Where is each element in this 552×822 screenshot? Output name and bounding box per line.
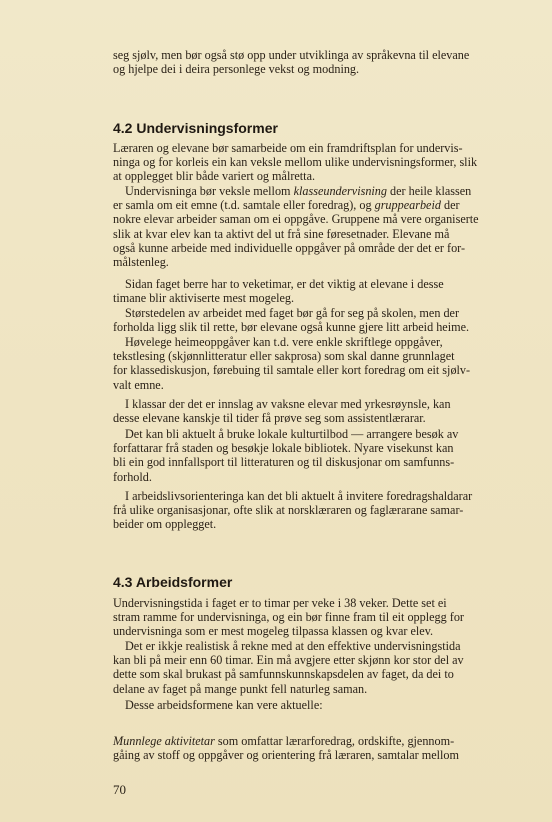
paragraph xyxy=(113,335,517,392)
text-line: Desse arbeidsformene kan vere aktuelle: xyxy=(125,698,323,712)
text-line: tekstlesing (skjønnlitteratur eller sakprosa) som skal danne grunnlaget xyxy=(113,349,455,364)
text-line: Munnlege aktivitetar som omfattar lærarforedrag, ordskifte, gjennom- xyxy=(113,734,455,748)
text-line: Det kan bli aktuelt å bruke lokale kulturtilbod — arrangere besøk av xyxy=(125,427,459,441)
text-line: delane av faget på mange punkt fell naturleg saman. xyxy=(113,681,368,696)
text-line: og hjelpe dei i deira personlege vekst og modning. xyxy=(113,62,360,77)
text-line: for klassediskusjon, førebuing til samtale eller kort foredrag om eit sjølv- xyxy=(113,363,471,378)
text-line: stram ramme for undervisninga, og ein bør finne fram til eit opplegg for xyxy=(113,610,464,625)
text-line: forholda ligg slik til rette, bør elevane også kunne gjere litt arbeid heime. xyxy=(113,320,470,335)
text-line: er samla om eit emne (t.d. samtale eller foredrag), og gruppearbeid der xyxy=(113,198,460,213)
text-line: Høvelege heimeoppgåver kan t.d. vere enkle skriftlege oppgåver, xyxy=(125,335,443,349)
paragraph xyxy=(113,639,517,696)
text-line: gåing av stoff og oppgåver og orientering frå læraren, samtalar mellom xyxy=(113,748,459,763)
text-line: dette som skal brukast på samfunnskunnskapsdelen av faget, da dei to xyxy=(113,667,454,682)
text-line: valt emne. xyxy=(113,377,164,392)
section-heading-4-3: 4.3 Arbeidsformer xyxy=(113,574,233,590)
text-line: I arbeidslivsorienteringa kan det bli aktuelt å invitere foredragshaldarar xyxy=(125,489,473,503)
text-line: at opplegget blir både variert og målretta. xyxy=(113,169,316,184)
text-line: Sidan faget berre har to veketimar, er det viktig at elevane i desse xyxy=(125,277,444,291)
text-line: ninga og for korleis ein kan veksle mellom ulike undervisningsformer, slik xyxy=(113,155,478,170)
text-line: desse elevane kanskje til tider få prøve seg som assistentlærarar. xyxy=(113,411,426,426)
text-line: Læraren og elevane bør samarbeide om ein framdriftsplan for undervis- xyxy=(113,141,463,155)
paragraph xyxy=(113,596,517,639)
paragraph xyxy=(113,184,517,269)
text-line: målstenleg. xyxy=(113,255,169,270)
text-line: Det er ikkje realistisk å rekne med at den effektive undervisningstida xyxy=(125,639,461,653)
text-line: også kunne arbeide med individuelle oppgåver på område der det er for- xyxy=(113,240,466,255)
emphasis: gruppearbeid xyxy=(374,198,441,213)
text-line: kan bli på meir enn 60 timar. Ein må avgjere etter skjønn kor stor del av xyxy=(113,653,464,668)
page-number: 70 xyxy=(113,782,126,797)
text-line: beider om opplegget. xyxy=(113,517,217,532)
paragraph xyxy=(113,489,517,532)
text-line: I klassar der det er innslag av vaksne elevar med yrkesrøynsle, kan xyxy=(125,397,451,411)
text-line: timane blir aktiviserte mest mogeleg. xyxy=(113,291,295,306)
paragraph xyxy=(113,698,517,712)
paragraph xyxy=(113,141,517,184)
intro-paragraph xyxy=(113,48,517,76)
text-line: forfattarar frå staden og besøkje lokale bibliotek. Nyare visekunst kan xyxy=(113,441,454,456)
paragraph xyxy=(113,734,517,762)
paragraph xyxy=(113,397,517,425)
text-line: undervisninga som er mest mogeleg tilpassa klassen og kvar elev. xyxy=(113,624,434,639)
emphasis: klasseundervisning xyxy=(293,184,387,198)
text-line: bli ein god innfallsport til litteraturen og til diskusjonar om samfunns- xyxy=(113,455,455,470)
text-line: forhold. xyxy=(113,469,152,484)
paragraph xyxy=(113,277,517,305)
paragraph xyxy=(113,306,517,334)
text-line: slik at kvar elev kan ta aktivt del ut frå sine føresetnader. Elevane må xyxy=(113,226,450,241)
text-line: Undervisninga bør veksle mellom klasseundervisning der heile klassen xyxy=(125,184,472,198)
text-line: nokre elevar arbeider saman om ei oppgåve. Gruppene må vere organiserte xyxy=(113,212,479,227)
section-heading-4-2: 4.2 Undervisningsformer xyxy=(113,120,278,136)
emphasis: Munnlege aktivitetar xyxy=(113,734,215,748)
paragraph xyxy=(113,427,517,484)
text-line: Undervisningstida i faget er to timar per veke i 38 veker. Dette set ei xyxy=(113,596,447,610)
text-line: seg sjølv, men bør også stø opp under utviklinga av språkevna til elevane xyxy=(113,48,470,62)
text-line: Størstedelen av arbeidet med faget bør gå for seg på skolen, men der xyxy=(125,306,460,320)
text-line: frå ulike organisasjonar, ofte slik at norsklæraren og faglærarane samar- xyxy=(113,503,464,518)
